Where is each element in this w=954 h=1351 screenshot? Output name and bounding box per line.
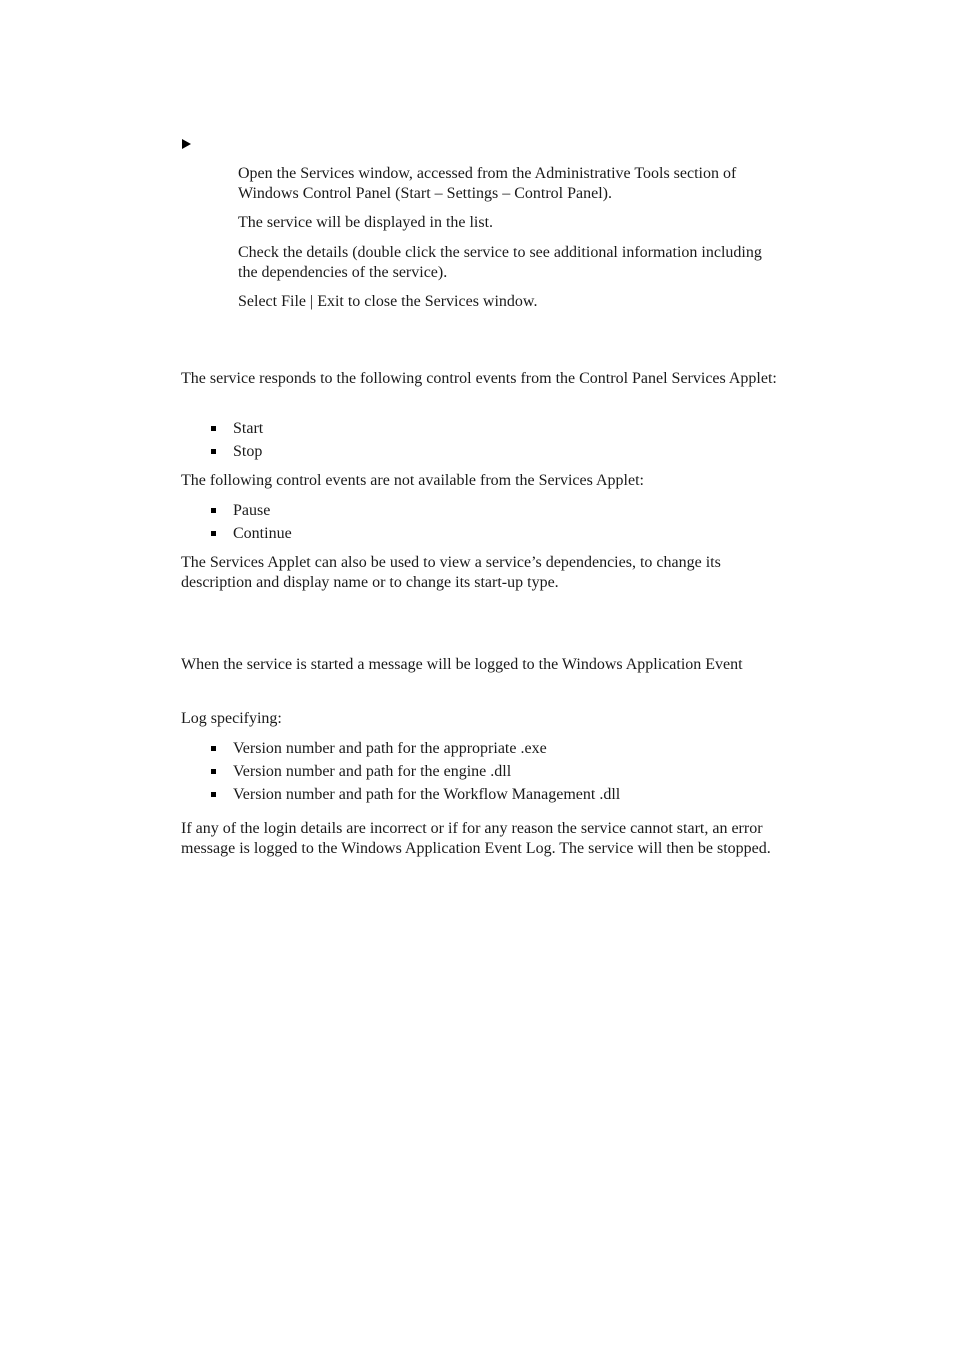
event-label: Pause	[233, 502, 271, 519]
bullet-square-icon	[211, 508, 216, 513]
unavailable-events-intro: The following control events are not available from the Services Applet:	[181, 472, 644, 489]
control-events-intro: The service responds to the following control events from the Control Panel Services Applet:	[181, 370, 777, 387]
event-label: Continue	[233, 525, 292, 542]
list-item	[211, 442, 263, 465]
bullet-square-icon	[211, 531, 216, 536]
list-item	[211, 419, 263, 442]
bullet-square-icon	[211, 426, 216, 431]
list-item	[211, 762, 620, 785]
logging-intro-line1: When the service is started a message will be logged to the Windows Application Event	[181, 656, 743, 673]
error-note: If any of the login details are incorrect or if for any reason the service cannot start, an error message is logged to the Windows Application Event Log. The service will then be stopped.	[181, 820, 771, 857]
log-item-label: Version number and path for the Workflow Management .dll	[233, 786, 621, 803]
list-item	[211, 739, 620, 762]
services-applet-note: The Services Applet can also be used to view a service’s dependencies, to change its description and display name or to change its start-up type.	[181, 554, 721, 591]
procedure-arrow-icon	[182, 139, 191, 149]
logging-intro-line2: Log specifying:	[181, 710, 282, 727]
bullet-square-icon	[211, 449, 216, 454]
procedure-step-1: Open the Services window, accessed from the Administrative Tools section of Windows Control Panel (Start – Settings – Control Panel).	[238, 165, 737, 202]
log-item-label: Version number and path for the engine .dll	[233, 763, 512, 780]
event-label: Stop	[233, 443, 263, 460]
log-details-list	[211, 739, 620, 808]
log-item-label: Version number and path for the appropriate .exe	[233, 740, 547, 757]
procedure-step-3: Check the details (double click the service to see additional information including the dependencies of the service).	[238, 244, 762, 281]
procedure-step-4: Select File | Exit to close the Services window.	[238, 293, 538, 310]
unavailable-events-list	[211, 501, 292, 547]
bullet-square-icon	[211, 792, 216, 797]
available-events-list	[211, 419, 263, 465]
event-label: Start	[233, 420, 264, 437]
list-item	[211, 524, 292, 547]
procedure-step-2: The service will be displayed in the list.	[238, 214, 494, 231]
bullet-square-icon	[211, 746, 216, 751]
list-item	[211, 785, 620, 808]
list-item	[211, 501, 292, 524]
bullet-square-icon	[211, 769, 216, 774]
